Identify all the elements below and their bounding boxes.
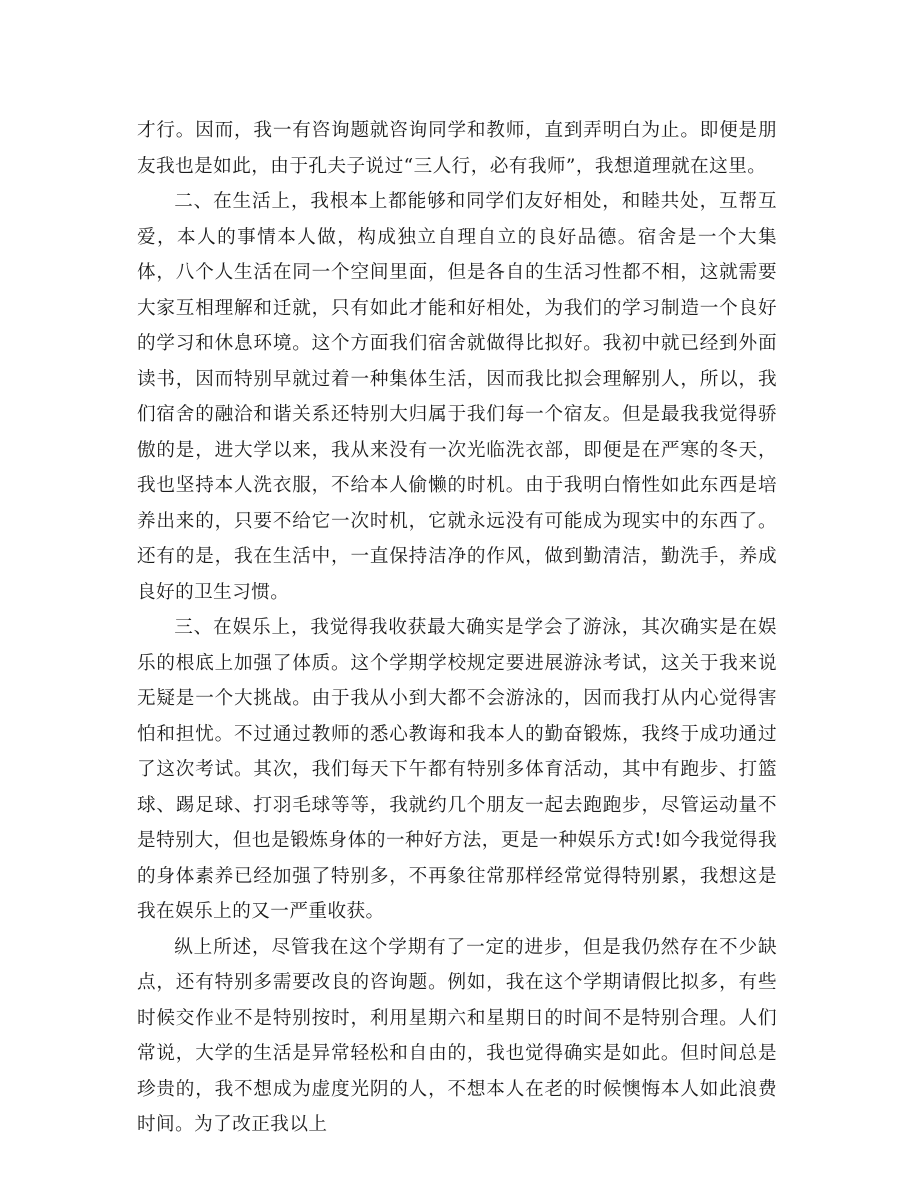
paragraph-life: 二、在生活上，我根本上都能够和同学们友好相处，和睦共处，互帮互爱，本人的事情本人做，构成独立自理自立的良好品德。宿舍是一个大集体，八个人生活在同一个空间里面，但是各自的生活习性都不相，这就需要大家互相理解和迁就，只有如此才能和好相处，为我们的学习制造一个良好的学习和休息环境。这个方面我们宿舍就做得比拟好。我初中就已经到外面读书，因而特别早就过着一种集体生活，因而我比拟会理解别人，所以，我们宿舍的融洽和谐关系还特别大归属于我们每一个宿友。但是最我我觉得骄傲的是，进大学以来，我从来没有一次光临洗衣部，即便是在严寒的冬天，我也坚持本人洗衣服，不给本人偷懒的时机。由于我明白惰性如此东西是培养出来的，只要不给它一次时机，它就永远没有可能成为现实中的东西了。还有的是，我在生活中，一直保持洁净的作风，做到勤清洁，勤洗手，养成良好的卫生习惯。	[137, 191, 777, 603]
paragraph-summary: 纵上所述，尽管我在这个学期有了一定的进步，但是我仍然存在不少缺点，还有特别多需要改良的咨询题。例如，我在这个学期请假比拟多，有些时候交作业不是特别按时，利用星期六和星期日的时间不是特别合理。人们常说，大学的生活是异常轻松和自由的，我也觉得确实是如此。但时间总是珍贵的，我不想成为虚度光阴的人，不想本人在老的时候懊悔本人如此浪费时间。为了改正我以上	[137, 936, 777, 1135]
paragraph-continuation: 才行。因而，我一有咨询题就咨询同学和教师，直到弄明白为止。即便是朋友我也是如此，由于孔夫子说过“三人行，必有我师”，我想道理就在这里。	[137, 120, 777, 177]
paragraph-entertainment: 三、在娱乐上，我觉得我收获最大确实是学会了游泳，其次确实是在娱乐的根底上加强了体质。这个学期学校规定要进展游泳考试，这关于我来说无疑是一个大挑战。由于我从小到大都不会游泳的，因而我打从内心觉得害怕和担忧。不过通过教师的悉心教诲和我本人的勤奋锻炼，我终于成功通过了这次考试。其次，我们每天下午都有特别多体育活动，其中有跑步、打篮球、踢足球、打羽毛球等等，我就约几个朋友一起去跑跑步，尽管运动量不是特别大，但也是锻炼身体的一种好方法，更是一种娱乐方式!如今我觉得我的身体素养已经加强了特别多，不再象往常那样经常觉得特别累，我想这是我在娱乐上的又一严重收获。	[137, 617, 777, 922]
document-body	[137, 113, 777, 1143]
